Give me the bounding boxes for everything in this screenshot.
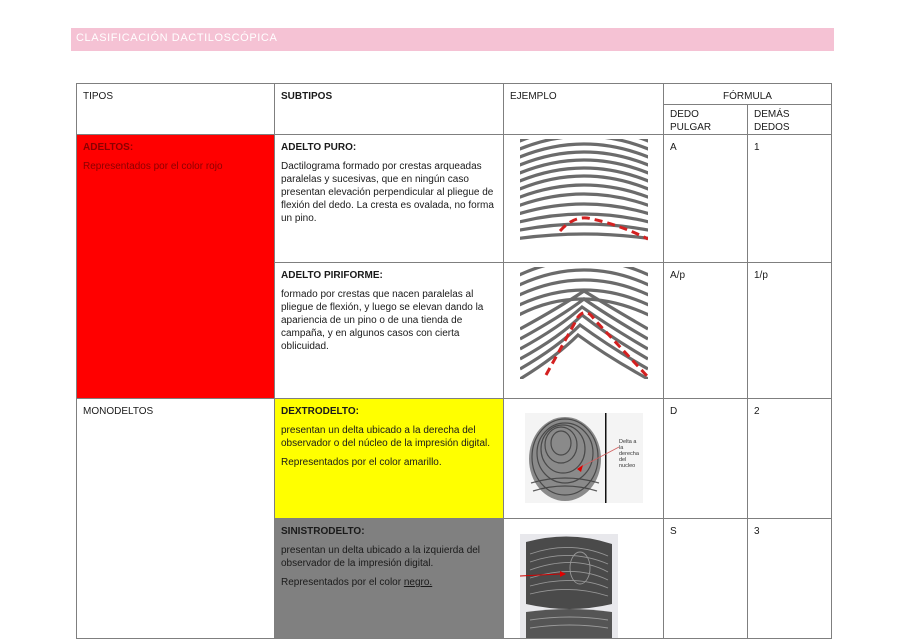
header-tipos-label: TIPOS (83, 91, 114, 102)
tipo-adeltos-desc: Representados por el color rojo (83, 161, 223, 172)
header-formula-label: FÓRMULA (723, 91, 772, 102)
header-ejemplo-label: EJEMPLO (510, 91, 557, 102)
subtipo-desc: formado por crestas que nacen paralelas al pliegue de flexión, y luego se elevan dando la apariencia de un pino o de una tienda de campaña, y en algunos casos con cierta oblicuidad. (281, 289, 484, 352)
header-ejemplo (504, 84, 664, 135)
tipo-adeltos-title: ADELTOS: (83, 142, 134, 153)
subtipo-color-note (281, 576, 497, 589)
subtipo-title: DEXTRODELTO: (281, 406, 359, 417)
subtipo-desc: Dactilograma formado por crestas arqueadas paralelas y sucesivas, que en ningún caso presentan elevación perpendicular al pliegue de flexión del dedo. La cresta es ovalada, no forma un pino. (281, 161, 494, 224)
fingerprint-left-delta-image (520, 534, 618, 638)
formula-pulgar: D (664, 399, 748, 519)
formula-pulgar: A/p (664, 263, 748, 399)
table-row (77, 399, 832, 519)
header-formula (664, 84, 832, 105)
header-dedo-pulgar-label: DEDO PULGAR (670, 109, 712, 133)
subtipo-dextrodelto (275, 399, 504, 519)
color-note-link[interactable]: negro. (403, 577, 433, 588)
subtipo-title: SINISTRODELTO: (281, 526, 365, 537)
subtipo-adelto-piriforme (275, 263, 504, 399)
example-sinistrodelto (504, 519, 664, 639)
document-title: CLASIFICACIÓN DACTILOSCÓPICA (71, 28, 834, 51)
example-dextrodelto (504, 399, 664, 519)
header-dedo-pulgar (664, 105, 748, 135)
tipo-monodeltos (77, 399, 275, 639)
fingerprint-right-delta-image (525, 413, 643, 503)
subtipo-title: ADELTO PIRIFORME: (281, 270, 383, 281)
header-subtipos-label: SUBTIPOS (281, 91, 333, 102)
example-adelto-piriforme (504, 263, 664, 399)
header-subtipos (275, 84, 504, 135)
formula-demas: 1/p (748, 263, 832, 399)
formula-pulgar: S (664, 519, 748, 639)
color-note-prefix: Representados por el color (281, 577, 404, 588)
fingerprint-arch-image (520, 139, 648, 243)
subtipo-desc: presentan un delta ubicado a la izquierda del observador de la impresión digital. (281, 545, 481, 569)
example-adelto-puro (504, 135, 664, 263)
formula-demas: 1 (748, 135, 832, 263)
tipo-monodeltos-title: MONODELTOS (83, 406, 154, 417)
formula-pulgar: A (664, 135, 748, 263)
subtipo-adelto-puro (275, 135, 504, 263)
classification-table (76, 83, 832, 639)
subtipo-desc: presentan un delta ubicado a la derecha del observador o del núcleo de la impresión digital. (281, 425, 491, 449)
header-demas-dedos-label: DEMÁS DEDOS (754, 109, 790, 133)
fingerprint-tented-arch-image (520, 267, 648, 379)
header-demas-dedos (748, 105, 832, 135)
formula-demas: 3 (748, 519, 832, 639)
table-row (77, 135, 832, 263)
header-tipos (77, 84, 275, 135)
formula-demas: 2 (748, 399, 832, 519)
subtipo-color-note: Representados por el color amarillo. (281, 457, 442, 468)
header-row (77, 84, 832, 105)
svg-text:Delta a la: Delta a la derecha del nucleo (618, 439, 639, 469)
subtipo-sinistrodelto (275, 519, 504, 639)
subtipo-title: ADELTO PURO: (281, 142, 357, 153)
tipo-adeltos (77, 135, 275, 399)
